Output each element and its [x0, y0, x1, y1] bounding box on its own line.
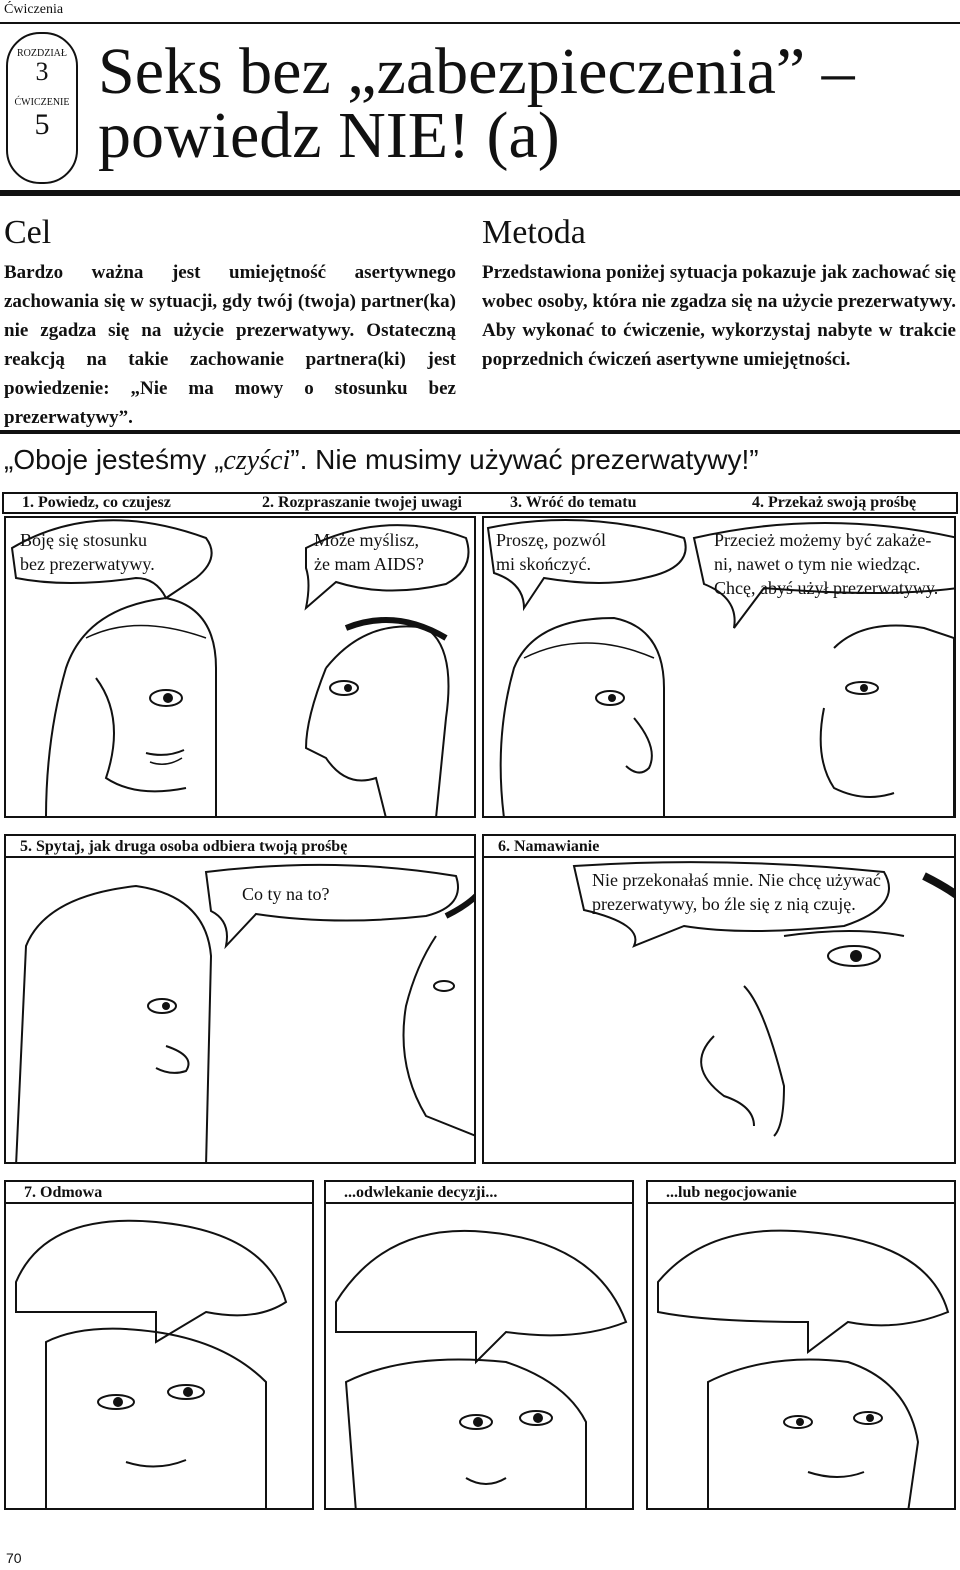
panel-9-drawing — [648, 1182, 956, 1510]
row1-titles — [2, 492, 958, 514]
speech-2-line-2: że mam AIDS? — [314, 554, 424, 574]
speech-1-line-1: Boję się stosunku — [20, 530, 148, 550]
panel-8 — [324, 1180, 634, 1510]
panel-5 — [4, 834, 476, 1164]
panel-3-4 — [482, 516, 956, 818]
speech-4-line-1: Przecież możemy być zakaże- — [714, 530, 932, 550]
panel-4-title: 4. Przekaż swoją prośbę — [752, 494, 917, 511]
panel-1 — [4, 516, 476, 818]
panel-7 — [4, 1180, 314, 1510]
speech-2-line-1: Może myślisz, — [314, 530, 419, 550]
cel-text: Bardzo ważna jest umiejętność asertywnego zachowania się w sytuacji, gdy twój (twoja) partner(ka) nie zgadza się na użycie prezerwatywy. Ostateczną reakcją na takie zachowanie partnera(ki) jest powiedzenie: „Nie ma mowy o stosunku bez prezerwatywy”. — [4, 262, 456, 428]
quote-italic: czyści — [223, 445, 291, 476]
title-rule — [0, 190, 960, 196]
panel-7-drawing — [6, 1182, 314, 1510]
exercise-label: ĆWICZENIE — [14, 97, 70, 108]
panel-9-title: ...lub negocjowanie — [648, 1184, 954, 1204]
top-rule — [0, 22, 960, 24]
speech-1 — [20, 528, 155, 576]
chapter-number: 3 — [35, 57, 49, 86]
speech-3-line-2: mi skończyć. — [496, 554, 591, 574]
panel-1-title: 1. Powiedz, co czujesz — [22, 494, 171, 511]
panel-8-drawing — [326, 1182, 634, 1510]
cel-heading: Cel — [4, 214, 52, 251]
panel-9 — [646, 1180, 956, 1510]
panel-3-title: 3. Wróć do tematu — [510, 494, 637, 511]
panel-7-title: 7. Odmowa — [6, 1184, 312, 1204]
exercise-number: 5 — [34, 108, 50, 141]
metoda-text: Przedstawiona poniżej sytuacja pokazuje jak zachować się wobec osoby, która nie zgadza się na użycie prezerwatywy. Aby wykonać to ćwiczenie, wykorzystaj nabyte w trakcie poprzednich ćwiczeń asertywne umiejętności. — [482, 262, 956, 370]
speech-2 — [314, 528, 424, 576]
metoda-heading: Metoda — [482, 214, 586, 251]
title-line-1: Seks bez „zabezpieczenia” – — [98, 35, 855, 108]
speech-1-line-2: bez prezerwatywy. — [20, 554, 155, 574]
panel-2-title: 2. Rozpraszanie twojej uwagi — [262, 494, 462, 511]
speech-4-line-3: Chcę, abyś użył prezerwatywy. — [714, 578, 939, 598]
title-line-2: powiedz NIE! (a) — [98, 99, 560, 172]
speech-4-line-2: ni, nawet o tym nie wiedząc. — [714, 554, 921, 574]
speech-6-line-2: prezerwatywy, bo źle się z nią czuję. — [592, 894, 856, 914]
chapter-label: ROZDZIAŁ — [17, 48, 67, 59]
panel-5-drawing — [6, 836, 476, 1164]
panel-6 — [482, 834, 956, 1164]
panel-6-title: 6. Namawianie — [484, 838, 954, 858]
panel-8-title: ...odwlekanie decyzji... — [326, 1184, 632, 1204]
speech-4 — [714, 528, 938, 600]
chapter-badge — [6, 32, 78, 184]
speech-3-line-1: Proszę, pozwól — [496, 530, 606, 550]
scenario-quote — [4, 444, 759, 477]
speech-3 — [496, 528, 606, 576]
speech-6-line-1: Nie przekonałaś mnie. Nie chcę używać — [592, 870, 881, 890]
speech-6 — [592, 868, 881, 916]
page-number: 70 — [6, 1550, 22, 1566]
section-rule — [0, 430, 960, 434]
section-tag: Ćwiczenia — [4, 2, 64, 17]
quote-part-1: „Oboje jesteśmy „ — [4, 444, 224, 475]
page-title — [98, 35, 958, 172]
quote-part-2: ”. Nie musimy używać prezerwatywy!” — [290, 444, 759, 475]
speech-5: Co ty na to? — [242, 884, 330, 904]
panel-5-title: 5. Spytaj, jak druga osoba odbiera twoją prośbę — [6, 838, 474, 858]
